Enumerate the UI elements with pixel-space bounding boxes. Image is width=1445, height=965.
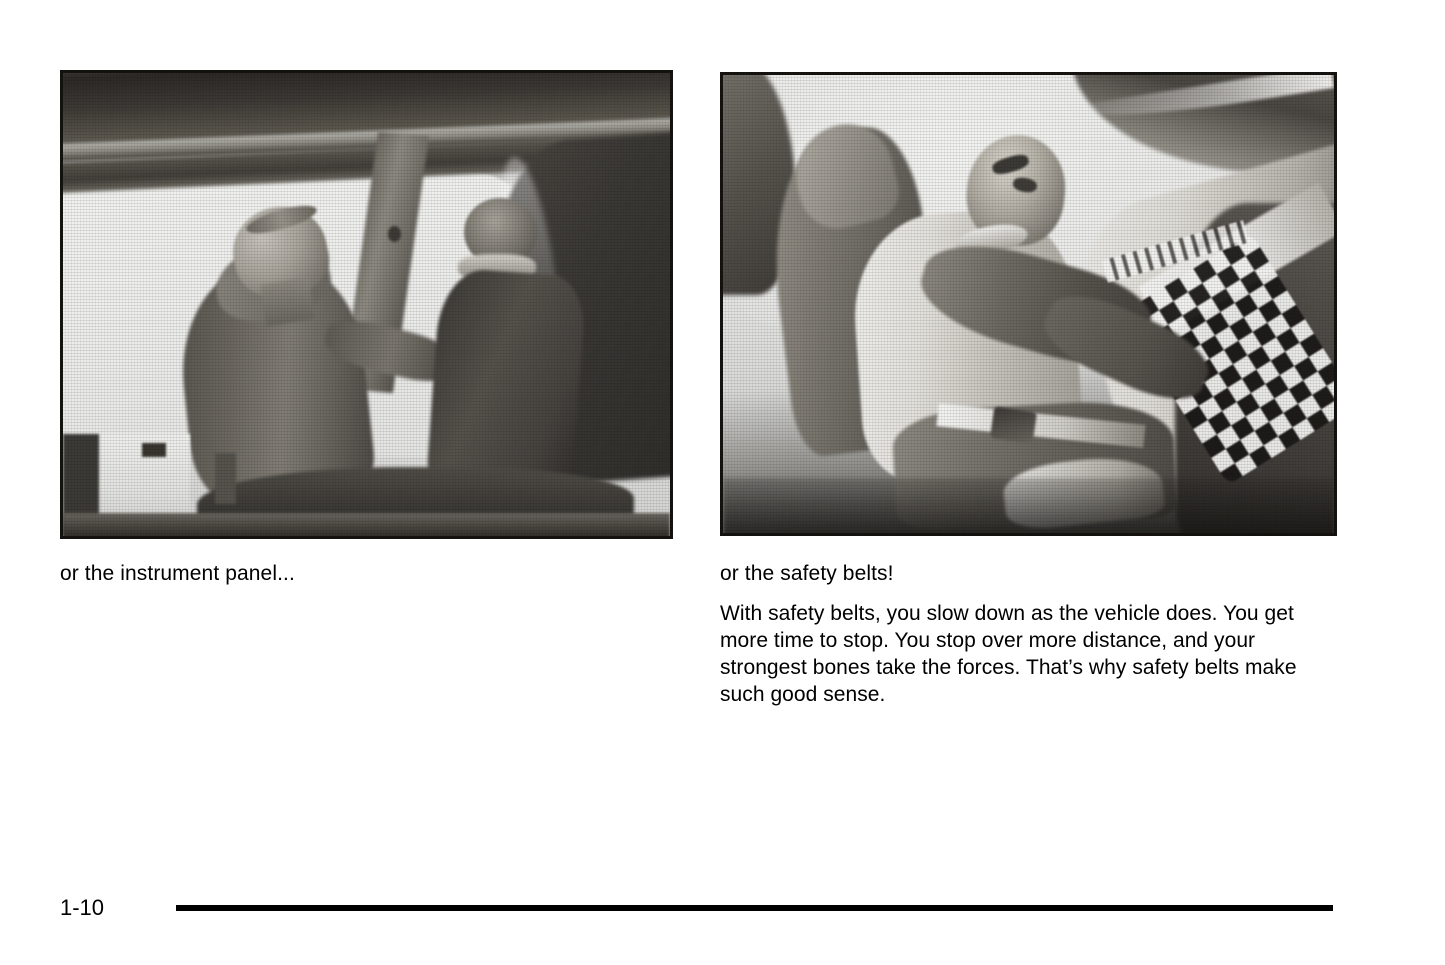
caption-instrument-panel: or the instrument panel... (60, 562, 295, 585)
crash-test-photo-unbelted (63, 73, 670, 536)
door-slot (215, 453, 236, 504)
floor-shadow (63, 513, 670, 536)
figure-safety-belts-photo (720, 72, 1337, 536)
door-latch (142, 443, 166, 457)
dummy-neck (260, 278, 314, 327)
crash-test-photo-belted (723, 75, 1334, 533)
page-number: 1-10 (60, 895, 105, 920)
footer-rule (176, 905, 1333, 911)
body-paragraph: With safety belts, you slow down as the vehicle does. You get more time to stop. You stop over more distance, and your strongest bones take the forces. That’s why safety belts make such good sense. (720, 602, 1297, 706)
caption-safety-belts: or the safety belts! (720, 562, 894, 585)
floor-shadow (723, 478, 1334, 533)
page-footer (0, 895, 1445, 935)
a-pillar-bolt (388, 226, 401, 242)
safety-belt-buckle (990, 407, 1037, 445)
figure-instrument-panel-photo (60, 70, 673, 539)
